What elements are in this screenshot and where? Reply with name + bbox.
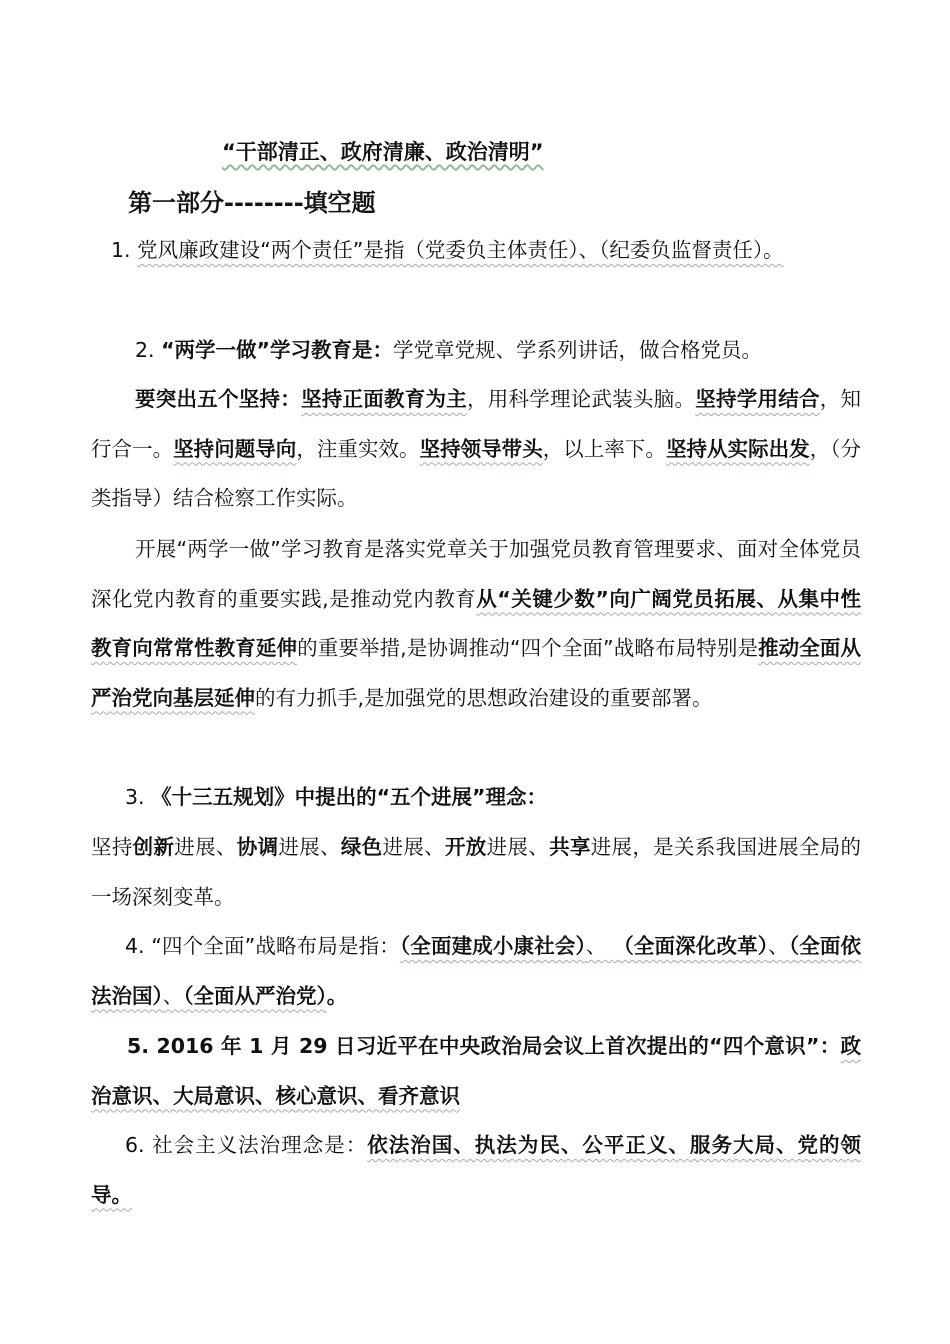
concept-green: 绿色: [340, 835, 383, 859]
q3-p3: 进展、: [382, 835, 445, 859]
q2-text: 学党章党规、学系列讲话，做合格党员。: [393, 338, 763, 362]
concept-openness: 开放: [444, 835, 487, 859]
concept-coordination: 协调: [236, 835, 279, 859]
answer-1: （全面建成小康社会）: [399, 934, 586, 958]
q3-p4: 进展、: [486, 835, 550, 859]
para-text-3: 的有力抓手,是加强党的思想政治建设的重要部署。: [255, 685, 713, 710]
persist-1-text: ，用科学理论武装头脑。: [467, 387, 696, 411]
q4-sep-1: 、: [585, 934, 614, 958]
q3-p2: 进展、: [278, 835, 341, 859]
page-title: “干部清正、政府清廉、政治清明”: [222, 140, 544, 164]
persist-5: 坚持从实际出发: [665, 436, 810, 461]
q6-text: 社会主义法治理念是：: [152, 1133, 368, 1157]
q2-lead: “两学一做”学习教育是：: [161, 338, 394, 362]
para-text-1: 开展“两学一做”学习教育是落实党章关于加强党员教育管理要求、面对全体党员深化党内教育的重要实践,是推动党内教育: [91, 537, 861, 611]
para-bold-2: 推动全面从严治党向基层延伸: [91, 636, 862, 710]
q6-answer: 依法治国、执法为民、公平正义、服务大局、党的领导。: [91, 1133, 862, 1207]
q4-sep-3: 、: [162, 983, 184, 1008]
section-heading: 第一部分--------填空题: [128, 189, 376, 217]
persist-3: 坚持问题导向: [173, 436, 297, 461]
answer-4: （全面从严治党）: [183, 983, 327, 1008]
q5-answer: 政治意识、大局意识、核心意识、看齐意识: [91, 1034, 861, 1108]
q3-lead: 《十三五规划》中提出的“五个进展”理念：: [151, 785, 548, 809]
para-text-2: 的重要举措,是协调推动“四个全面”战略布局特别是: [297, 636, 759, 660]
persist-1: 坚持正面教育为主: [301, 387, 467, 411]
q3-p5: 进展，是关系我国进展全局的一场深刻变革。: [91, 835, 862, 909]
q4-text: “四个全面”战略布局是指：: [151, 934, 400, 958]
persist-4: 坚持领导带头: [419, 436, 543, 461]
q4-sep-2: 、: [768, 934, 789, 958]
answer-2: （全面深化改革）: [613, 934, 769, 958]
five-development-concepts: [91, 823, 861, 922]
q3-number: 3.: [125, 785, 152, 809]
q3-p1: 进展、: [174, 835, 237, 859]
question-3: [91, 773, 861, 823]
persist-2: 坚持学用结合: [695, 387, 820, 411]
persist-5-text: ，（分类指导）结合检察工作实际。: [91, 436, 862, 510]
concept-sharing: 共享: [549, 835, 591, 859]
q3-p0: 坚持: [91, 835, 133, 859]
question-5: [91, 1022, 861, 1121]
question-2: [91, 326, 861, 376]
q4-number: 4.: [125, 934, 152, 958]
answer-3: （全面依法治国）: [91, 934, 862, 1008]
concept-innovation: 创新: [132, 835, 175, 859]
q5-text: 5. 2016 年 1 月 29 日习近平在中央政治局会议上首次提出的“四个意识”：: [127, 1034, 841, 1058]
question-4: [91, 922, 861, 1021]
para-bold-1: 从“关键少数”向广阔党员拓展、从集中性教育向常常性教育延伸: [91, 586, 862, 660]
q2-number: 2.: [135, 338, 162, 362]
persist-4-text: ，以上率下。: [542, 436, 666, 461]
persist-3-text: ，注重实效。: [296, 436, 420, 461]
persist-2-text: ，知行合一。: [91, 387, 861, 461]
q1-number: 1.: [111, 238, 138, 262]
q1-text: 党风廉政建设“两个责任”是指（党委负主体责任）、（纪委负监督责任）。: [137, 238, 784, 262]
five-persistences: [91, 375, 861, 524]
question-1: [91, 226, 861, 276]
five-persistences-lead: 要突出五个坚持：: [135, 387, 301, 411]
two-learn-one-do-paragraph: [91, 525, 861, 723]
question-6: [91, 1121, 861, 1220]
q4-end: 。: [326, 983, 348, 1008]
q6-number: 6.: [125, 1133, 153, 1157]
